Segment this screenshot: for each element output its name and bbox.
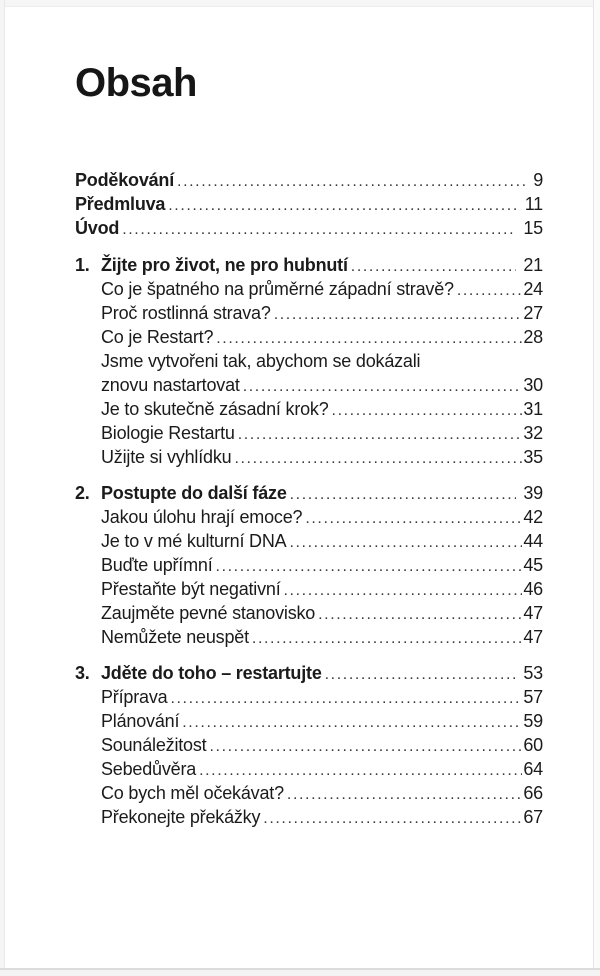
toc-entry-label: Je to skutečně zásadní krok? [101,399,329,419]
toc-entry-label: Sounáležitost [101,735,207,755]
toc-entry-label: Co je Restart? [101,327,214,347]
scan-edge-right [593,0,600,976]
toc-entry [75,685,543,709]
toc-entry-page: 47 [523,603,543,623]
dot-leader [122,216,516,242]
toc-entry-label: Úvod [75,218,120,238]
toc-entry [75,805,543,829]
dot-leader [457,277,523,303]
toc-entry-label: Je to v mé kulturní DNA [101,531,287,551]
toc-entry-label: Zaujměte pevné stanovisko [101,603,316,623]
toc-section-number: 2. [75,483,90,503]
toc-entry-label: Poděkování [75,170,175,190]
dot-leader [182,709,522,735]
toc-entry-label: Jděte do toho – restartujte [101,663,322,683]
toc-front-matter-entry [75,192,543,216]
toc-entry-label: Užijte si vyhlídku [101,447,232,467]
toc-entry-label: Příprava [101,687,168,707]
scan-edge-left [0,0,5,976]
toc-entry-page: 59 [523,711,543,731]
dot-leader [263,805,522,831]
toc-entry-page: 57 [523,687,543,707]
toc-section [75,253,543,469]
toc-section-heading [75,253,543,277]
toc-entry-label: Přestaňte být negativní [101,579,281,599]
toc-entry-page: 44 [523,531,543,551]
dot-leader [318,601,522,627]
table-of-contents [75,168,543,829]
dot-leader [216,553,523,579]
toc-entry [75,421,543,445]
toc-entry-page: 30 [523,375,543,395]
dot-leader [177,168,526,194]
toc-entry-page: 45 [523,555,543,575]
toc-entry [75,709,543,733]
toc-entry-label: Co bych měl očekávat? [101,783,284,803]
dot-leader [332,397,523,423]
toc-section [75,481,543,649]
toc-section [75,661,543,829]
toc-entry-page: 47 [523,627,543,647]
toc-entry [75,625,543,649]
dot-leader [243,373,523,399]
toc-entry-label: Překonejte překážky [101,807,261,827]
dot-leader [170,685,522,711]
toc-entry [75,781,543,805]
front-matter-list [75,168,543,240]
toc-entry [75,445,543,469]
toc-entry-page: 27 [523,303,543,323]
toc-entry [75,529,543,553]
toc-entry [75,577,543,601]
toc-entry-page: 15 [523,218,543,238]
page-title: Obsah [75,61,197,105]
toc-section-heading [75,661,543,685]
toc-entry-label: znovu nastartovat [101,375,240,395]
toc-entry-page: 21 [523,255,543,275]
toc-entry-label: Co je špatného na průměrné západní stravě? [101,279,454,299]
dot-leader [325,661,517,687]
toc-front-matter-entry [75,216,543,240]
toc-section-heading [75,481,543,505]
toc-front-matter-entry [75,168,543,192]
toc-section-number: 3. [75,663,90,683]
toc-entry-label: Nemůžete neuspět [101,627,249,647]
toc-entry-page: 66 [523,783,543,803]
toc-section-number: 1. [75,255,90,275]
toc-entry-label: Jsme vytvořeni tak, abychom se dokázali [101,351,421,371]
toc-entry-page: 24 [523,279,543,299]
toc-entry [75,601,543,625]
toc-entry-page: 35 [523,447,543,467]
toc-entry-page: 31 [523,399,543,419]
scan-edge-top [0,0,600,7]
toc-entry-label: Předmluva [75,194,166,214]
dot-leader [274,301,523,327]
dot-leader [284,577,523,603]
dot-leader [252,625,522,651]
toc-entry [75,505,543,529]
dot-leader [287,781,522,807]
toc-entry [75,325,543,349]
dot-leader [351,253,517,279]
toc-entry [75,349,543,373]
toc-entry-page: 46 [523,579,543,599]
dot-leader [209,733,522,759]
toc-entry-label: Proč rostlinná strava? [101,303,271,323]
toc-entry-page: 60 [523,735,543,755]
toc-entry [75,733,543,757]
toc-entry-page: 32 [523,423,543,443]
sections-list [75,253,543,829]
toc-entry-label: Biologie Restartu [101,423,235,443]
toc-entry-page: 64 [523,759,543,779]
toc-entry-page: 42 [523,507,543,527]
toc-entry [75,301,543,325]
toc-entry-label: Sebedůvěra [101,759,197,779]
toc-entry-label: Žijte pro život, ne pro hubnutí [101,255,348,275]
toc-entry-page: 39 [523,483,543,503]
toc-entry-page: 53 [523,663,543,683]
toc-entry-label: Buďte upřímní [101,555,213,575]
toc-entry-label: Jakou úlohu hrají emoce? [101,507,303,527]
dot-leader [234,445,522,471]
dot-leader [305,505,522,531]
dot-leader [216,325,522,351]
toc-entry-page: 28 [523,327,543,347]
scan-edge-bottom [0,968,600,976]
toc-entry-page: 67 [523,807,543,827]
toc-entry-label: Postupte do další fáze [101,483,287,503]
toc-entry [75,553,543,577]
toc-entry [75,757,543,781]
toc-entry-page: 9 [533,170,543,190]
dot-leader [168,192,517,218]
toc-entry [75,373,543,397]
toc-entry-page: 11 [524,194,543,214]
dot-leader [290,481,517,507]
toc-entry [75,277,543,301]
toc-entry-label: Plánování [101,711,180,731]
dot-leader [238,421,523,447]
dot-leader [289,529,522,555]
dot-leader [199,757,522,783]
toc-entry [75,397,543,421]
